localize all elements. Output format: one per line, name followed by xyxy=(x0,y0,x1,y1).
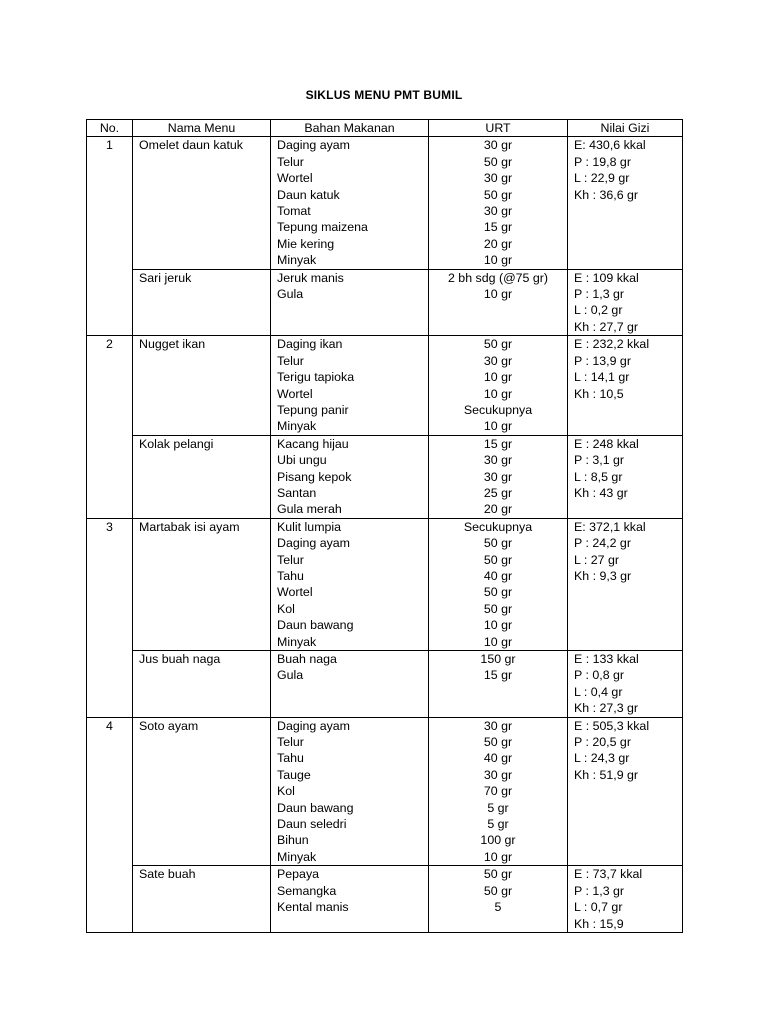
cell-nama-menu: Sate buah xyxy=(133,866,271,933)
bahan-item: Minyak xyxy=(277,849,317,864)
gizi-item: P : 20,5 gr xyxy=(574,735,631,750)
urt-item: 5 gr xyxy=(487,817,509,832)
bahan-item: Daun seledri xyxy=(277,817,347,832)
table-row xyxy=(87,651,683,718)
gizi-item: L : 14,1 gr xyxy=(574,370,630,385)
bahan-item: Tahu xyxy=(277,751,304,766)
table-header-row xyxy=(87,120,683,137)
bahan-item: Bihun xyxy=(277,833,309,848)
cell-nilai-gizi xyxy=(568,336,683,435)
urt-item: 30 gr xyxy=(483,171,513,186)
gizi-item: E: 372,1 kkal xyxy=(574,519,646,534)
urt-item: 30 gr xyxy=(483,469,513,484)
gizi-item: Kh : 36,6 gr xyxy=(574,187,639,202)
cell-urt xyxy=(429,866,568,933)
urt-item: 10 gr xyxy=(483,386,513,401)
cell-bahan-makanan xyxy=(271,269,429,336)
bahan-item: Wortel xyxy=(277,171,313,186)
gizi-item: Kh : 27,3 gr xyxy=(574,701,639,716)
bahan-item: Minyak xyxy=(277,634,317,649)
bahan-item: Daun bawang xyxy=(277,800,354,815)
gizi-item: L : 0,2 gr xyxy=(574,303,623,318)
gizi-item: Kh : 10,5 xyxy=(574,386,624,401)
cell-nama-menu: Sari jeruk xyxy=(133,269,271,336)
cell-nama-menu: Nugget ikan xyxy=(133,336,271,435)
cell-urt xyxy=(429,651,568,718)
cell-nama-menu: Martabak isi ayam xyxy=(133,518,271,650)
urt-item: 30 gr xyxy=(483,718,513,733)
cell-nilai-gizi xyxy=(568,518,683,650)
bahan-item: Telur xyxy=(277,353,304,368)
urt-item: 5 xyxy=(494,900,502,915)
gizi-item: Kh : 43 gr xyxy=(574,485,628,500)
cell-nama-menu: Omelet daun katuk xyxy=(133,137,271,269)
urt-item: 30 gr xyxy=(483,138,513,153)
urt-item: 70 gr xyxy=(483,784,513,799)
bahan-item: Telur xyxy=(277,552,304,567)
gizi-item: E : 248 kkal xyxy=(574,436,639,451)
gizi-item: E : 109 kkal xyxy=(574,270,639,285)
bahan-item: Tepung panir xyxy=(277,402,349,417)
bahan-item: Ubi ungu xyxy=(277,453,327,468)
cell-nilai-gizi xyxy=(568,717,683,866)
urt-item: 30 gr xyxy=(483,353,513,368)
gizi-item: L : 27 gr xyxy=(574,552,620,567)
bahan-item: Terigu tapioka xyxy=(277,370,355,385)
urt-item: 50 gr xyxy=(483,536,513,551)
urt-item: 30 gr xyxy=(483,204,513,219)
cell-bahan-makanan xyxy=(271,336,429,435)
urt-item: 100 gr xyxy=(480,833,516,848)
cell-bahan-makanan xyxy=(271,866,429,933)
bahan-item: Daging ikan xyxy=(277,337,343,352)
cell-urt xyxy=(429,435,568,518)
urt-item: Secukupnya xyxy=(463,519,533,534)
gizi-item: Kh : 51,9 gr xyxy=(574,767,639,782)
urt-item: 50 gr xyxy=(483,601,513,616)
cell-nilai-gizi xyxy=(568,269,683,336)
bahan-item: Santan xyxy=(277,485,317,500)
urt-item: 30 gr xyxy=(483,453,513,468)
bahan-item: Wortel xyxy=(277,585,313,600)
bahan-item: Jeruk manis xyxy=(277,270,344,285)
urt-item: 50 gr xyxy=(483,154,513,169)
bahan-item: Pepaya xyxy=(277,867,320,882)
urt-item: 40 gr xyxy=(483,568,513,583)
gizi-item: E: 430,6 kkal xyxy=(574,138,646,153)
bahan-item: Daging ayam xyxy=(277,138,351,153)
bahan-item: Tomat xyxy=(277,204,311,219)
cell-nilai-gizi xyxy=(568,435,683,518)
cell-no: 1 xyxy=(87,137,133,336)
urt-item: 50 gr xyxy=(483,552,513,567)
menu-table xyxy=(86,119,683,933)
cell-urt xyxy=(429,518,568,650)
table-row xyxy=(87,717,683,866)
urt-item: 10 gr xyxy=(483,618,513,633)
gizi-item: P : 24,2 gr xyxy=(574,536,631,551)
urt-item: 10 gr xyxy=(483,419,513,434)
bahan-item: Minyak xyxy=(277,253,317,268)
gizi-item: L : 24,3 gr xyxy=(574,751,630,766)
urt-item: Secukupnya xyxy=(463,402,533,417)
cell-bahan-makanan xyxy=(271,651,429,718)
urt-item: 10 gr xyxy=(483,634,513,649)
cell-no: 3 xyxy=(87,518,133,717)
gizi-item: Kh : 9,3 gr xyxy=(574,568,632,583)
header-nilai-gizi: Nilai Gizi xyxy=(568,120,683,137)
gizi-item: P : 13,9 gr xyxy=(574,353,631,368)
urt-item: 20 gr xyxy=(483,502,513,517)
cell-bahan-makanan xyxy=(271,137,429,269)
cell-nama-menu: Kolak pelangi xyxy=(133,435,271,518)
bahan-item: Daging ayam xyxy=(277,718,351,733)
table-row xyxy=(87,269,683,336)
gizi-item: P : 1,3 gr xyxy=(574,883,625,898)
bahan-item: Kol xyxy=(277,601,295,616)
urt-item: 150 gr xyxy=(480,652,516,666)
bahan-item: Pisang kepok xyxy=(277,469,352,484)
bahan-item: Minyak xyxy=(277,419,317,434)
urt-item: 50 gr xyxy=(483,883,513,898)
bahan-item: Wortel xyxy=(277,386,313,401)
bahan-item: Semangka xyxy=(277,883,337,898)
urt-item: 10 gr xyxy=(483,253,513,268)
gizi-item: L : 22,9 gr xyxy=(574,171,630,186)
gizi-item: Kh : 27,7 gr xyxy=(574,319,639,334)
cell-no: 4 xyxy=(87,717,133,932)
gizi-item: E : 133 kkal xyxy=(574,652,639,666)
table-row xyxy=(87,435,683,518)
gizi-item: Kh : 15,9 xyxy=(574,916,624,931)
cell-urt xyxy=(429,336,568,435)
urt-item: 40 gr xyxy=(483,751,513,766)
gizi-item: P : 19,8 gr xyxy=(574,154,631,169)
cell-nilai-gizi xyxy=(568,651,683,718)
bahan-item: Buah naga xyxy=(277,652,337,666)
urt-item: 10 gr xyxy=(483,849,513,864)
cell-nilai-gizi xyxy=(568,866,683,933)
bahan-item: Kacang hijau xyxy=(277,436,349,451)
cell-no: 2 xyxy=(87,336,133,518)
urt-item: 30 gr xyxy=(483,767,513,782)
urt-item: 15 gr xyxy=(483,668,513,683)
gizi-item: P : 1,3 gr xyxy=(574,287,625,302)
gizi-item: P : 3,1 gr xyxy=(574,453,625,468)
table-body xyxy=(87,137,683,933)
bahan-item: Tahu xyxy=(277,568,304,583)
bahan-item: Gula xyxy=(277,668,304,683)
gizi-item: P : 0,8 gr xyxy=(574,668,625,683)
cell-urt xyxy=(429,269,568,336)
cell-bahan-makanan xyxy=(271,518,429,650)
bahan-item: Kental manis xyxy=(277,900,349,915)
document-title: SIKLUS MENU PMT BUMIL xyxy=(305,88,463,102)
gizi-item: E : 73,7 kkal xyxy=(574,867,643,882)
table-row xyxy=(87,137,683,269)
bahan-item: Daun katuk xyxy=(277,187,340,202)
gizi-item: E : 505,3 kkal xyxy=(574,718,650,733)
urt-item: 50 gr xyxy=(483,735,513,750)
gizi-item: L : 0,4 gr xyxy=(574,684,623,699)
urt-item: 50 gr xyxy=(483,585,513,600)
urt-item: 50 gr xyxy=(483,867,513,882)
bahan-item: Mie kering xyxy=(277,236,335,251)
cell-nama-menu: Soto ayam xyxy=(133,717,271,866)
gizi-item: E : 232,2 kkal xyxy=(574,337,650,352)
bahan-item: Telur xyxy=(277,735,304,750)
urt-item: 5 gr xyxy=(487,800,509,815)
header-urt: URT xyxy=(429,120,568,137)
table-row xyxy=(87,866,683,933)
cell-nama-menu: Jus buah naga xyxy=(133,651,271,718)
cell-bahan-makanan xyxy=(271,717,429,866)
urt-item: 15 gr xyxy=(483,220,513,235)
bahan-item: Daging ayam xyxy=(277,536,351,551)
urt-item: 20 gr xyxy=(483,236,513,251)
cell-nilai-gizi xyxy=(568,137,683,269)
urt-item: 50 gr xyxy=(483,337,513,352)
bahan-item: Telur xyxy=(277,154,304,169)
cell-bahan-makanan xyxy=(271,435,429,518)
urt-item: 25 gr xyxy=(483,485,513,500)
gizi-item: L : 0,7 gr xyxy=(574,900,623,915)
bahan-item: Daun bawang xyxy=(277,618,354,633)
cell-urt xyxy=(429,137,568,269)
urt-item: 10 gr xyxy=(483,287,513,302)
bahan-item: Gula xyxy=(277,287,304,302)
bahan-item: Tauge xyxy=(277,767,311,782)
urt-item: 2 bh sdg (@75 gr) xyxy=(447,270,549,285)
header-no: No. xyxy=(87,120,133,137)
bahan-item: Gula merah xyxy=(277,502,342,517)
bahan-item: Kol xyxy=(277,784,295,799)
cell-urt xyxy=(429,717,568,866)
urt-item: 10 gr xyxy=(483,370,513,385)
gizi-item: L : 8,5 gr xyxy=(574,469,623,484)
urt-item: 50 gr xyxy=(483,187,513,202)
header-bahan-makanan: Bahan Makanan xyxy=(271,120,429,137)
urt-item: 15 gr xyxy=(483,436,513,451)
header-nama-menu: Nama Menu xyxy=(133,120,271,137)
bahan-item: Tepung maizena xyxy=(277,220,368,235)
bahan-item: Kulit lumpia xyxy=(277,519,342,534)
table-row xyxy=(87,518,683,650)
table-row xyxy=(87,336,683,435)
